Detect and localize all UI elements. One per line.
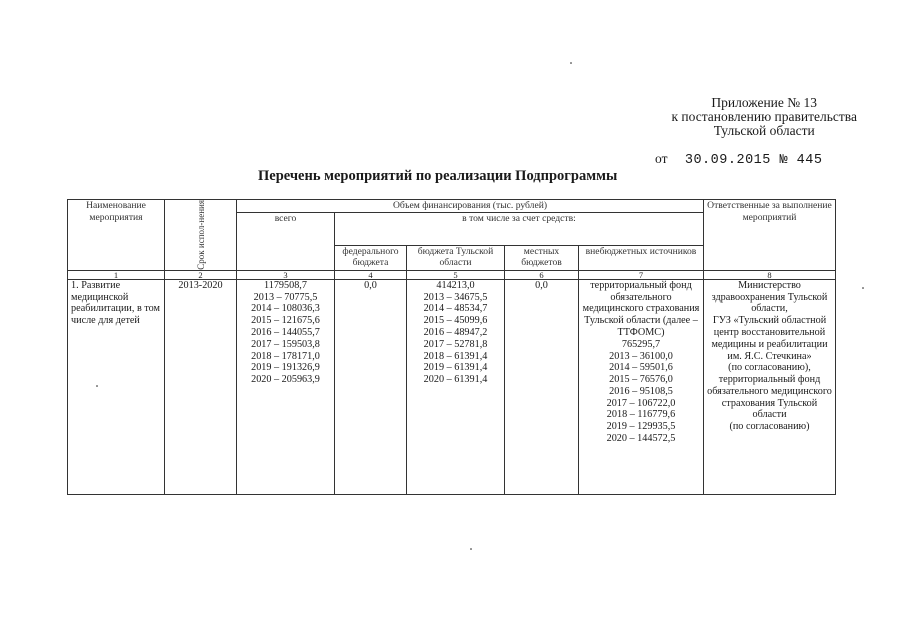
total-cell <box>237 279 335 494</box>
document-title: Перечень мероприятий по реализации Подпрограммы <box>258 168 618 184</box>
total-year-value: 2016 – 144055,7 <box>251 326 320 338</box>
regional-year-value: 2013 – 34675,5 <box>423 291 488 303</box>
column-number: 8 <box>704 270 836 279</box>
header-term <box>165 200 237 271</box>
extra-year-value: 2017 – 106722,0 <box>606 397 676 409</box>
header-extra: внебюджетных источников <box>579 245 704 270</box>
extra-year-value: 2020 – 144572,5 <box>606 433 676 445</box>
measures-table <box>67 199 836 495</box>
column-number: 6 <box>505 270 579 279</box>
responsible-line: (по согласованию), <box>728 362 811 374</box>
federal-value: 0,0 <box>335 279 407 494</box>
appendix-title: Приложение № 13 <box>711 95 818 110</box>
regional-cell <box>407 279 505 494</box>
extra-source: территориальный фонд обязательного медицинского страхования Тульской области (далее – ТТФОМС) <box>582 279 700 338</box>
extra-year-value: 2016 – 95108,5 <box>609 385 673 397</box>
header-including: в том числе за счет средств: <box>335 212 704 245</box>
regional-year-value: 2019 – 61391,4 <box>423 362 488 374</box>
regional-year-value: 2018 – 61391,4 <box>423 350 488 362</box>
scan-speck <box>862 287 864 289</box>
column-number: 1 <box>68 270 165 279</box>
scan-speck <box>570 62 572 64</box>
regional-year-value: 2020 – 61391,4 <box>423 374 488 386</box>
total-year-value: 2013 – 70775,5 <box>253 291 318 303</box>
extra-year-value: 2019 – 129935,5 <box>606 421 676 433</box>
total-year-value: 2014 – 108036,3 <box>251 303 320 315</box>
appendix-block <box>671 96 857 138</box>
regional-year-value: 2015 – 45099,6 <box>423 315 488 327</box>
header-total: всего <box>237 212 335 270</box>
header-local: местных бюджетов <box>505 245 579 270</box>
total-year-value: 2019 – 191326,9 <box>251 362 320 374</box>
regional-year-value: 2017 – 52781,8 <box>423 338 488 350</box>
responsible-line: им. Я.С. Стечкина» <box>727 350 812 362</box>
extra-year-value: 2018 – 116779,6 <box>606 409 676 421</box>
scan-speck <box>96 385 98 387</box>
extra-year-value: 2014 – 59501,6 <box>609 362 673 374</box>
column-number: 3 <box>237 270 335 279</box>
responsible-line: территориальный фонд обязательного медицинского страхования Тульской области <box>707 374 832 421</box>
regional-year-value: 2016 – 48947,2 <box>423 326 488 338</box>
header-federal: федерального бюджета <box>335 245 407 270</box>
measure-name: 1. Развитие медицинской реабилитации, в том числе для детей <box>68 279 165 494</box>
regional-year-value: 2014 – 48534,7 <box>423 303 488 315</box>
local-value: 0,0 <box>505 279 579 494</box>
responsible-cell <box>704 279 836 494</box>
header-regional: бюджета Тульской области <box>407 245 505 270</box>
decree-line <box>655 151 822 168</box>
total-year-value: 2017 – 159503,8 <box>251 338 320 350</box>
column-number: 4 <box>335 270 407 279</box>
decree-prefix: от <box>655 151 668 166</box>
decree-date-number: 30.09.2015 № 445 <box>684 153 823 168</box>
header-funding: Объем финансирования (тыс. рублей) <box>237 200 704 213</box>
responsible-line: Министерство здравоохранения Тульской области, <box>711 279 828 315</box>
measure-term: 2013-2020 <box>165 279 237 494</box>
column-number: 7 <box>579 270 704 279</box>
column-number: 5 <box>407 270 505 279</box>
total-year-value: 2020 – 205963,9 <box>251 374 320 386</box>
appendix-resolution: к постановлению правительства <box>671 109 857 124</box>
column-number: 2 <box>165 270 237 279</box>
appendix-region: Тульской области <box>713 123 815 138</box>
extra-cell <box>579 279 704 494</box>
total-value: 1179508,7 <box>264 279 307 291</box>
total-year-value: 2018 – 178171,0 <box>251 350 320 362</box>
scan-speck <box>470 548 472 550</box>
header-term-text: Срок испол-нения <box>195 200 206 270</box>
extra-year-value: 2015 – 76576,0 <box>609 374 673 386</box>
responsible-line: (по согласованию) <box>729 421 810 433</box>
extra-value: 765295,7 <box>621 338 661 350</box>
header-name: Наименование мероприятия <box>68 200 165 271</box>
header-responsible: Ответственные за выполнение мероприятий <box>704 200 836 271</box>
total-year-value: 2015 – 121675,6 <box>251 315 320 327</box>
extra-year-value: 2013 – 36100,0 <box>609 350 673 362</box>
regional-value: 414213,0 <box>436 279 475 291</box>
table-row <box>68 279 836 494</box>
responsible-line: ГУЗ «Тульский областной центр восстановительной медицины и реабилитации <box>711 315 828 350</box>
